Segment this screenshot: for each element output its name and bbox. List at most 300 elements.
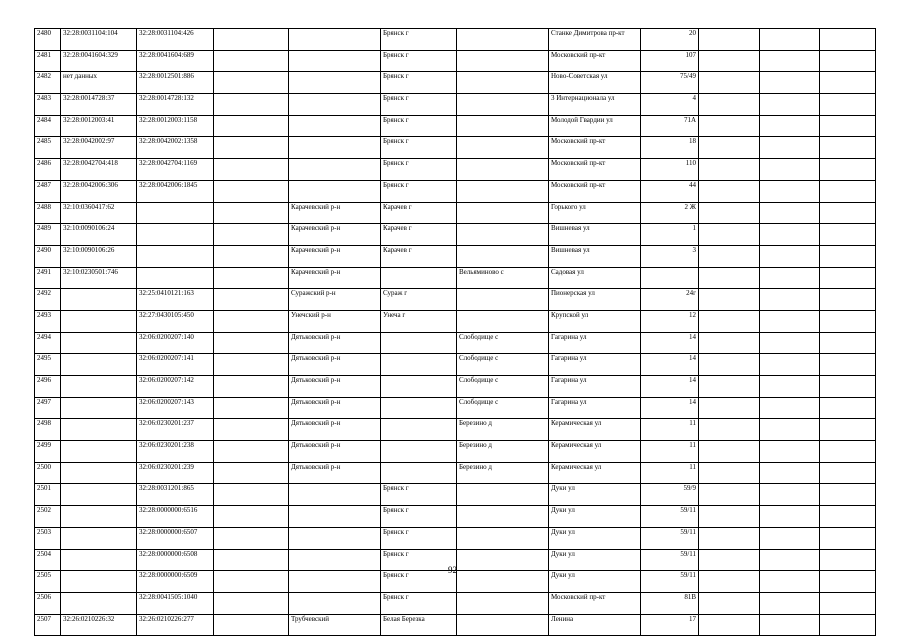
table-cell: Брянск г xyxy=(381,506,457,528)
table-cell: Слободище с xyxy=(457,332,549,354)
table-cell xyxy=(820,72,876,94)
table-cell: 32:28:0000000:6507 xyxy=(137,527,214,549)
table-row xyxy=(35,397,876,419)
table-cell xyxy=(820,332,876,354)
table-cell: 32:06:0230201:239 xyxy=(137,462,214,484)
table-cell xyxy=(214,354,289,376)
table-cell xyxy=(820,614,876,636)
table-cell: Дуки ул xyxy=(549,506,641,528)
table-cell xyxy=(699,397,760,419)
table-cell: 2485 xyxy=(35,137,61,159)
table-cell: Карачевский р-н xyxy=(289,202,381,224)
table-cell: Брянск г xyxy=(381,549,457,571)
table-cell: Унеча г xyxy=(381,310,457,332)
table-cell: Брянск г xyxy=(381,571,457,593)
table-row xyxy=(35,202,876,224)
table-cell: 2 Ж xyxy=(641,202,699,224)
table-cell: 1 xyxy=(641,224,699,246)
table-cell xyxy=(820,180,876,202)
table-cell xyxy=(820,267,876,289)
table-cell xyxy=(820,115,876,137)
table-cell xyxy=(760,50,820,72)
table-cell: 44 xyxy=(641,180,699,202)
table-cell xyxy=(61,506,137,528)
table-cell: Керамическая ул xyxy=(549,419,641,441)
table-cell xyxy=(61,462,137,484)
table-cell: Дятьковский р-н xyxy=(289,419,381,441)
table-cell: Дятьковский р-н xyxy=(289,354,381,376)
table-cell xyxy=(699,506,760,528)
table-cell xyxy=(820,137,876,159)
table-cell xyxy=(760,484,820,506)
table-cell: Московский пр-кт xyxy=(549,592,641,614)
table-cell xyxy=(214,50,289,72)
table-cell xyxy=(820,94,876,116)
table-cell xyxy=(214,115,289,137)
table-cell xyxy=(760,289,820,311)
table-cell xyxy=(699,354,760,376)
table-cell: Березино д xyxy=(457,441,549,463)
table-cell xyxy=(457,245,549,267)
table-cell: Вельяминово с xyxy=(457,267,549,289)
table-cell xyxy=(699,137,760,159)
table-cell xyxy=(820,506,876,528)
table-cell: 32:28:0014728:132 xyxy=(137,94,214,116)
table-row xyxy=(35,332,876,354)
table-row xyxy=(35,245,876,267)
table-cell: 2484 xyxy=(35,115,61,137)
table-row xyxy=(35,50,876,72)
table-cell: Слободище с xyxy=(457,376,549,398)
table-cell xyxy=(381,397,457,419)
table-cell xyxy=(289,484,381,506)
table-cell xyxy=(289,527,381,549)
table-cell: Молодой Гвардии ул xyxy=(549,115,641,137)
table-cell: 32:10:0360417:62 xyxy=(61,202,137,224)
table-cell xyxy=(381,462,457,484)
table-cell: 14 xyxy=(641,397,699,419)
table-cell xyxy=(61,397,137,419)
table-cell xyxy=(760,441,820,463)
table-cell xyxy=(214,397,289,419)
table-cell xyxy=(760,462,820,484)
table-row xyxy=(35,289,876,311)
table-cell: 32:28:0031201:865 xyxy=(137,484,214,506)
table-cell: 32:28:0041604:329 xyxy=(61,50,137,72)
table-cell: 32:28:0042002:1358 xyxy=(137,137,214,159)
table-cell: 32:26:0210226:32 xyxy=(61,614,137,636)
table-cell xyxy=(760,397,820,419)
table-cell xyxy=(820,397,876,419)
table-cell xyxy=(820,441,876,463)
table-cell: Гагарина ул xyxy=(549,397,641,419)
table-cell xyxy=(820,592,876,614)
table-cell xyxy=(457,50,549,72)
table-cell: 2506 xyxy=(35,592,61,614)
table-cell: Московский пр-кт xyxy=(549,50,641,72)
table-cell: Карачев г xyxy=(381,202,457,224)
table-cell: 20 xyxy=(641,29,699,51)
table-cell: 59/11 xyxy=(641,571,699,593)
table-cell xyxy=(457,29,549,51)
table-cell xyxy=(699,419,760,441)
table-cell xyxy=(760,527,820,549)
table-cell: Карачевский р-н xyxy=(289,224,381,246)
table-cell: 32:06:0230201:237 xyxy=(137,419,214,441)
table-cell: 32:10:0090106:26 xyxy=(61,245,137,267)
table-cell xyxy=(760,614,820,636)
table-cell: Гагарина ул xyxy=(549,332,641,354)
table-cell: Белая Березка xyxy=(381,614,457,636)
table-cell xyxy=(457,137,549,159)
table-cell: 2482 xyxy=(35,72,61,94)
table-cell: 2503 xyxy=(35,527,61,549)
table-cell xyxy=(214,29,289,51)
table-cell xyxy=(214,72,289,94)
table-cell: Унечский р-н xyxy=(289,310,381,332)
table-cell: 32:28:0031104:104 xyxy=(61,29,137,51)
table-row xyxy=(35,441,876,463)
table-cell xyxy=(381,441,457,463)
table-cell xyxy=(289,592,381,614)
table-cell: Дятьковский р-н xyxy=(289,441,381,463)
table-cell xyxy=(214,419,289,441)
table-cell: 2487 xyxy=(35,180,61,202)
table-cell: 32:28:0042704:1169 xyxy=(137,159,214,181)
table-cell: 75/49 xyxy=(641,72,699,94)
table-cell xyxy=(61,527,137,549)
table-cell: Березино д xyxy=(457,419,549,441)
table-cell xyxy=(457,592,549,614)
table-cell: Керамическая ул xyxy=(549,441,641,463)
table-cell xyxy=(214,614,289,636)
table-cell xyxy=(760,419,820,441)
table-row xyxy=(35,484,876,506)
table-cell xyxy=(214,441,289,463)
table-cell: Садовая ул xyxy=(549,267,641,289)
table-cell xyxy=(137,202,214,224)
table-cell xyxy=(289,72,381,94)
table-cell: Дуки ул xyxy=(549,571,641,593)
table-cell xyxy=(214,310,289,332)
table-cell: 32:28:0041505:1040 xyxy=(137,592,214,614)
table-row xyxy=(35,506,876,528)
table-cell xyxy=(457,506,549,528)
table-cell: 110 xyxy=(641,159,699,181)
table-cell: Слободище с xyxy=(457,397,549,419)
table-cell: 2504 xyxy=(35,549,61,571)
table-cell: 32:06:0230201:238 xyxy=(137,441,214,463)
table-cell: 32:28:0000000:6508 xyxy=(137,549,214,571)
table-cell: 32:27:0430105:450 xyxy=(137,310,214,332)
table-cell xyxy=(820,289,876,311)
table-cell xyxy=(820,376,876,398)
table-cell xyxy=(61,354,137,376)
table-row xyxy=(35,419,876,441)
table-cell xyxy=(61,419,137,441)
table-cell: Карачев г xyxy=(381,245,457,267)
table-row xyxy=(35,224,876,246)
table-cell xyxy=(820,224,876,246)
table-cell xyxy=(289,137,381,159)
table-cell: 32:28:0042006:1845 xyxy=(137,180,214,202)
table-cell: 59/11 xyxy=(641,527,699,549)
table-row xyxy=(35,527,876,549)
table-cell xyxy=(820,29,876,51)
table-cell xyxy=(214,202,289,224)
table-cell: 32:06:0200207:140 xyxy=(137,332,214,354)
table-cell xyxy=(457,180,549,202)
table-cell xyxy=(457,94,549,116)
table-cell: 32:28:0012501:886 xyxy=(137,72,214,94)
table-cell xyxy=(699,614,760,636)
table-cell: Брянск г xyxy=(381,180,457,202)
table-cell xyxy=(137,267,214,289)
table-cell: 32:28:0042002:97 xyxy=(61,137,137,159)
table-cell: 12 xyxy=(641,310,699,332)
table-cell xyxy=(699,310,760,332)
table-cell xyxy=(820,159,876,181)
table-cell xyxy=(760,29,820,51)
table-cell: Московский пр-кт xyxy=(549,180,641,202)
table-cell: 14 xyxy=(641,354,699,376)
table-cell xyxy=(457,202,549,224)
table-row xyxy=(35,592,876,614)
table-row xyxy=(35,159,876,181)
table-cell xyxy=(820,50,876,72)
table-cell xyxy=(61,441,137,463)
table-cell xyxy=(699,592,760,614)
table-cell: Брянск г xyxy=(381,527,457,549)
table-cell: Горького ул xyxy=(549,202,641,224)
table-cell xyxy=(214,245,289,267)
table-cell xyxy=(214,506,289,528)
table-cell xyxy=(214,376,289,398)
table-cell xyxy=(760,506,820,528)
table-cell xyxy=(699,245,760,267)
table-cell xyxy=(699,29,760,51)
table-cell xyxy=(289,94,381,116)
table-cell xyxy=(760,310,820,332)
table-cell xyxy=(699,224,760,246)
table-cell: Брянск г xyxy=(381,115,457,137)
table-cell: 2486 xyxy=(35,159,61,181)
table-row xyxy=(35,354,876,376)
table-cell: Карачев г xyxy=(381,224,457,246)
table-cell xyxy=(214,94,289,116)
table-cell xyxy=(760,115,820,137)
table-cell xyxy=(699,527,760,549)
table-row xyxy=(35,72,876,94)
table-row xyxy=(35,115,876,137)
table-cell xyxy=(760,72,820,94)
table-cell xyxy=(641,267,699,289)
table-cell: 2492 xyxy=(35,289,61,311)
table-cell: Гагарина ул xyxy=(549,376,641,398)
table-cell: 2493 xyxy=(35,310,61,332)
table-cell: Дятьковский р-н xyxy=(289,397,381,419)
table-cell xyxy=(61,332,137,354)
table-cell: 2490 xyxy=(35,245,61,267)
table-cell: 59/11 xyxy=(641,549,699,571)
table-cell: Березино д xyxy=(457,462,549,484)
table-cell: Дятьковский р-н xyxy=(289,376,381,398)
table-cell xyxy=(61,289,137,311)
table-cell: 11 xyxy=(641,462,699,484)
table-cell xyxy=(699,267,760,289)
table-cell xyxy=(699,441,760,463)
table-cell: 18 xyxy=(641,137,699,159)
table-row xyxy=(35,29,876,51)
table-cell: 3 Интернационала ул xyxy=(549,94,641,116)
table-cell: 2491 xyxy=(35,267,61,289)
table-cell xyxy=(760,332,820,354)
table-cell xyxy=(214,137,289,159)
table-cell: 2500 xyxy=(35,462,61,484)
table-cell: 2507 xyxy=(35,614,61,636)
table-cell: Ленина xyxy=(549,614,641,636)
table-cell: Станке Димитрова пр-кт xyxy=(549,29,641,51)
table-cell: 32:10:0230501:746 xyxy=(61,267,137,289)
table-cell xyxy=(820,354,876,376)
table-cell: 2497 xyxy=(35,397,61,419)
table-cell xyxy=(699,484,760,506)
table-cell xyxy=(699,202,760,224)
table-cell xyxy=(820,310,876,332)
table-cell xyxy=(214,332,289,354)
table-cell: Карачевский р-н xyxy=(289,267,381,289)
table-cell xyxy=(214,484,289,506)
table-cell: 32:28:0042006:306 xyxy=(61,180,137,202)
table-cell: 32:28:0042704:418 xyxy=(61,159,137,181)
table-cell xyxy=(699,462,760,484)
table-cell xyxy=(699,376,760,398)
table-cell xyxy=(457,310,549,332)
table-cell: Гагарина ул xyxy=(549,354,641,376)
table-cell xyxy=(381,267,457,289)
table-cell xyxy=(289,506,381,528)
table-cell: 2480 xyxy=(35,29,61,51)
table-cell xyxy=(289,115,381,137)
table-cell xyxy=(457,527,549,549)
table-cell xyxy=(699,72,760,94)
table-cell: Слободище с xyxy=(457,354,549,376)
table-cell xyxy=(214,159,289,181)
table-cell xyxy=(137,245,214,267)
table-cell xyxy=(699,289,760,311)
table-row xyxy=(35,180,876,202)
table-cell: Брянск г xyxy=(381,72,457,94)
table-cell xyxy=(214,267,289,289)
table-cell: 2499 xyxy=(35,441,61,463)
table-cell xyxy=(699,159,760,181)
table-cell xyxy=(457,115,549,137)
table-cell xyxy=(457,224,549,246)
table-cell: Брянск г xyxy=(381,137,457,159)
table-cell: Дуки ул xyxy=(549,527,641,549)
table-cell: Брянск г xyxy=(381,592,457,614)
table-cell: 32:26:0210226:277 xyxy=(137,614,214,636)
table-cell xyxy=(820,245,876,267)
table-cell xyxy=(214,180,289,202)
table-cell: 17 xyxy=(641,614,699,636)
table-cell: Карачевский р-н xyxy=(289,245,381,267)
table-cell: 32:06:0200207:141 xyxy=(137,354,214,376)
table-cell: Трубчевский xyxy=(289,614,381,636)
table-cell xyxy=(820,419,876,441)
table-cell: 2502 xyxy=(35,506,61,528)
table-cell xyxy=(820,527,876,549)
table-cell: 32:28:0031104:426 xyxy=(137,29,214,51)
table-cell xyxy=(699,50,760,72)
table-cell xyxy=(699,332,760,354)
table-cell: Брянск г xyxy=(381,484,457,506)
table-cell: Вишневая ул xyxy=(549,224,641,246)
table-cell: 59/11 xyxy=(641,506,699,528)
table-cell: 81В xyxy=(641,592,699,614)
table-cell xyxy=(214,527,289,549)
table-cell xyxy=(760,180,820,202)
table-cell: 32:25:0410121:163 xyxy=(137,289,214,311)
table-cell xyxy=(457,289,549,311)
table-cell: Ново-Советская ул xyxy=(549,72,641,94)
table-cell: Пионерская ул xyxy=(549,289,641,311)
table-cell: 2494 xyxy=(35,332,61,354)
table-cell xyxy=(381,419,457,441)
table-cell: Московский пр-кт xyxy=(549,159,641,181)
table-row xyxy=(35,267,876,289)
table-cell: 2488 xyxy=(35,202,61,224)
table-cell xyxy=(381,376,457,398)
table-cell: 32:28:0041604:689 xyxy=(137,50,214,72)
table-cell xyxy=(760,202,820,224)
table-cell xyxy=(457,614,549,636)
table-cell: 32:10:0090106:24 xyxy=(61,224,137,246)
table-cell xyxy=(214,289,289,311)
table-cell xyxy=(289,50,381,72)
table-cell: Московский пр-кт xyxy=(549,137,641,159)
table-cell: 32:28:0000000:6516 xyxy=(137,506,214,528)
table-cell: Вишневая ул xyxy=(549,245,641,267)
table-cell: Брянск г xyxy=(381,159,457,181)
table-cell xyxy=(820,484,876,506)
table-cell: 59/9 xyxy=(641,484,699,506)
table-cell xyxy=(760,376,820,398)
table-cell: 32:28:0014728:37 xyxy=(61,94,137,116)
table-cell: Суражский р-н xyxy=(289,289,381,311)
table-cell: нет данных xyxy=(61,72,137,94)
table-cell: Брянск г xyxy=(381,29,457,51)
table-cell: 4 xyxy=(641,94,699,116)
table-cell: 2495 xyxy=(35,354,61,376)
table-row xyxy=(35,94,876,116)
table-cell: Керамическая ул xyxy=(549,462,641,484)
table-cell xyxy=(457,159,549,181)
table-cell xyxy=(457,484,549,506)
table-cell: 2496 xyxy=(35,376,61,398)
table-cell: Сураж г xyxy=(381,289,457,311)
table-cell: 32:06:0200207:142 xyxy=(137,376,214,398)
table-cell xyxy=(289,159,381,181)
table-cell: 32:28:0012003:1158 xyxy=(137,115,214,137)
table-cell xyxy=(699,94,760,116)
table-body xyxy=(35,29,876,636)
table-cell: Дуки ул xyxy=(549,549,641,571)
table-cell xyxy=(760,245,820,267)
table-cell xyxy=(289,180,381,202)
table-cell: 32:28:0012003:41 xyxy=(61,115,137,137)
table-cell xyxy=(61,484,137,506)
